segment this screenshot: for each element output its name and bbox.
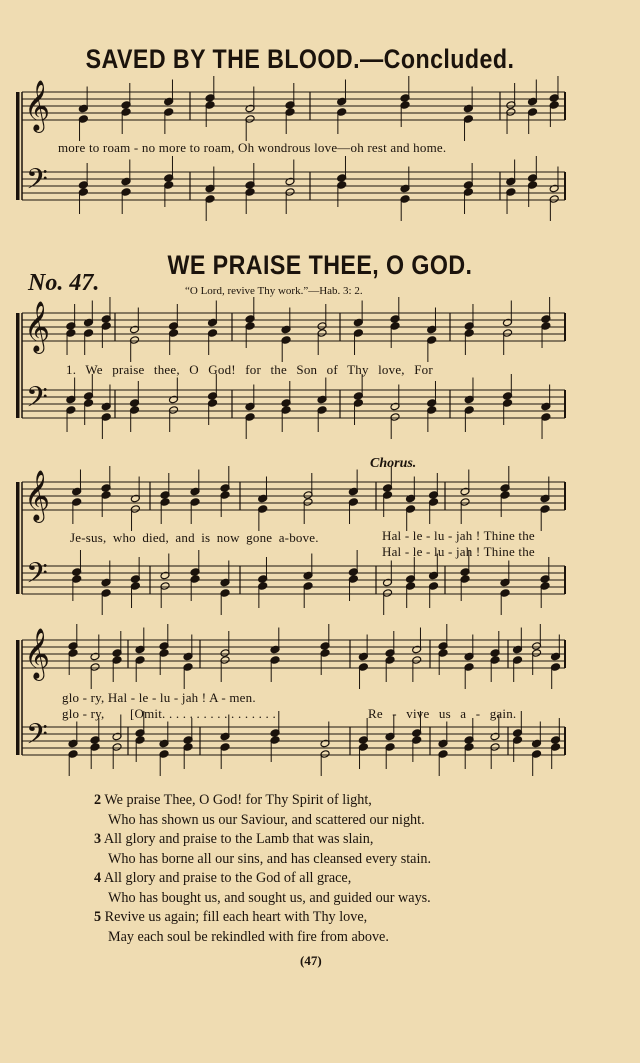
verse-text: May each soul be rekindled with fire from above.	[108, 928, 389, 945]
verse-text: We praise Thee, O God! for Thy Spirit of light,	[104, 792, 372, 808]
verse-number: 2	[94, 792, 102, 808]
verse-text: Revive us again; fill each heart with Thy love,	[104, 909, 368, 925]
bass-clef-icon: 𝄢	[26, 718, 48, 758]
treble-clef-icon: 𝄞	[24, 80, 51, 131]
system2-lyrics: Je-sus, who died, and is now gone a-bove.	[70, 530, 319, 545]
bass-clef-icon: 𝄢	[26, 557, 48, 597]
treble-clef-icon: 𝄞	[24, 628, 51, 679]
verse-text: Who has shown us our Saviour, and scattered our night.	[108, 811, 425, 828]
page-number: (47)	[300, 953, 322, 968]
section1-lyrics: more to roam - no more to roam, Oh wondrous love—oh rest and home.	[58, 140, 447, 155]
system3-line2-c: Re - vive us a - gain.	[368, 706, 517, 721]
system-bracket	[16, 640, 20, 755]
verse-text: All glory and praise to the God of all grace,	[103, 870, 352, 886]
system-bracket	[16, 482, 20, 594]
system3-line2-b: [Omit. . . . . . . . . . . . . . . . .	[130, 706, 276, 721]
verse-text: All glory and praise to the Lamb that was slain,	[103, 831, 374, 847]
bass-clef-icon: 𝄢	[26, 163, 48, 203]
verse-number: 4	[94, 870, 102, 886]
verse-text: Who has bought us, and sought us, and guided our ways.	[108, 889, 431, 906]
hymn-number: No. 47.	[28, 270, 100, 296]
treble-clef-icon: 𝄞	[24, 301, 51, 352]
bass-clef-icon: 𝄢	[26, 381, 48, 421]
verse-number: 3	[94, 831, 102, 847]
verse-text: Who has borne all our sins, and has cleansed every stain.	[108, 850, 432, 867]
hymn-title: WE PRAISE THEE, O GOD.	[167, 250, 473, 280]
treble-clef-icon: 𝄞	[24, 470, 51, 521]
system-bracket	[16, 92, 20, 200]
page-title: SAVED BY THE BLOOD.—Concluded.	[85, 44, 515, 74]
hymn-epigraph: “O Lord, revive Thy work.”—Hab. 3: 2.	[185, 285, 363, 297]
verse-number: 5	[94, 909, 102, 925]
system1-lyrics: 1. We praise thee, O God! for the Son of Thy love, For	[66, 362, 433, 377]
chorus-label: Chorus.	[370, 456, 417, 471]
system2-chorus-b: Hal - le - lu - jah ! Thine the	[382, 544, 535, 559]
system3-line1: glo - ry, Hal - le - lu - jah ! A - men.	[62, 690, 256, 705]
system-bracket	[16, 313, 20, 418]
system3-line2-a: glo - ry,	[62, 706, 105, 721]
system2-chorus-a: Hal - le - lu - jah ! Thine the	[382, 528, 535, 543]
